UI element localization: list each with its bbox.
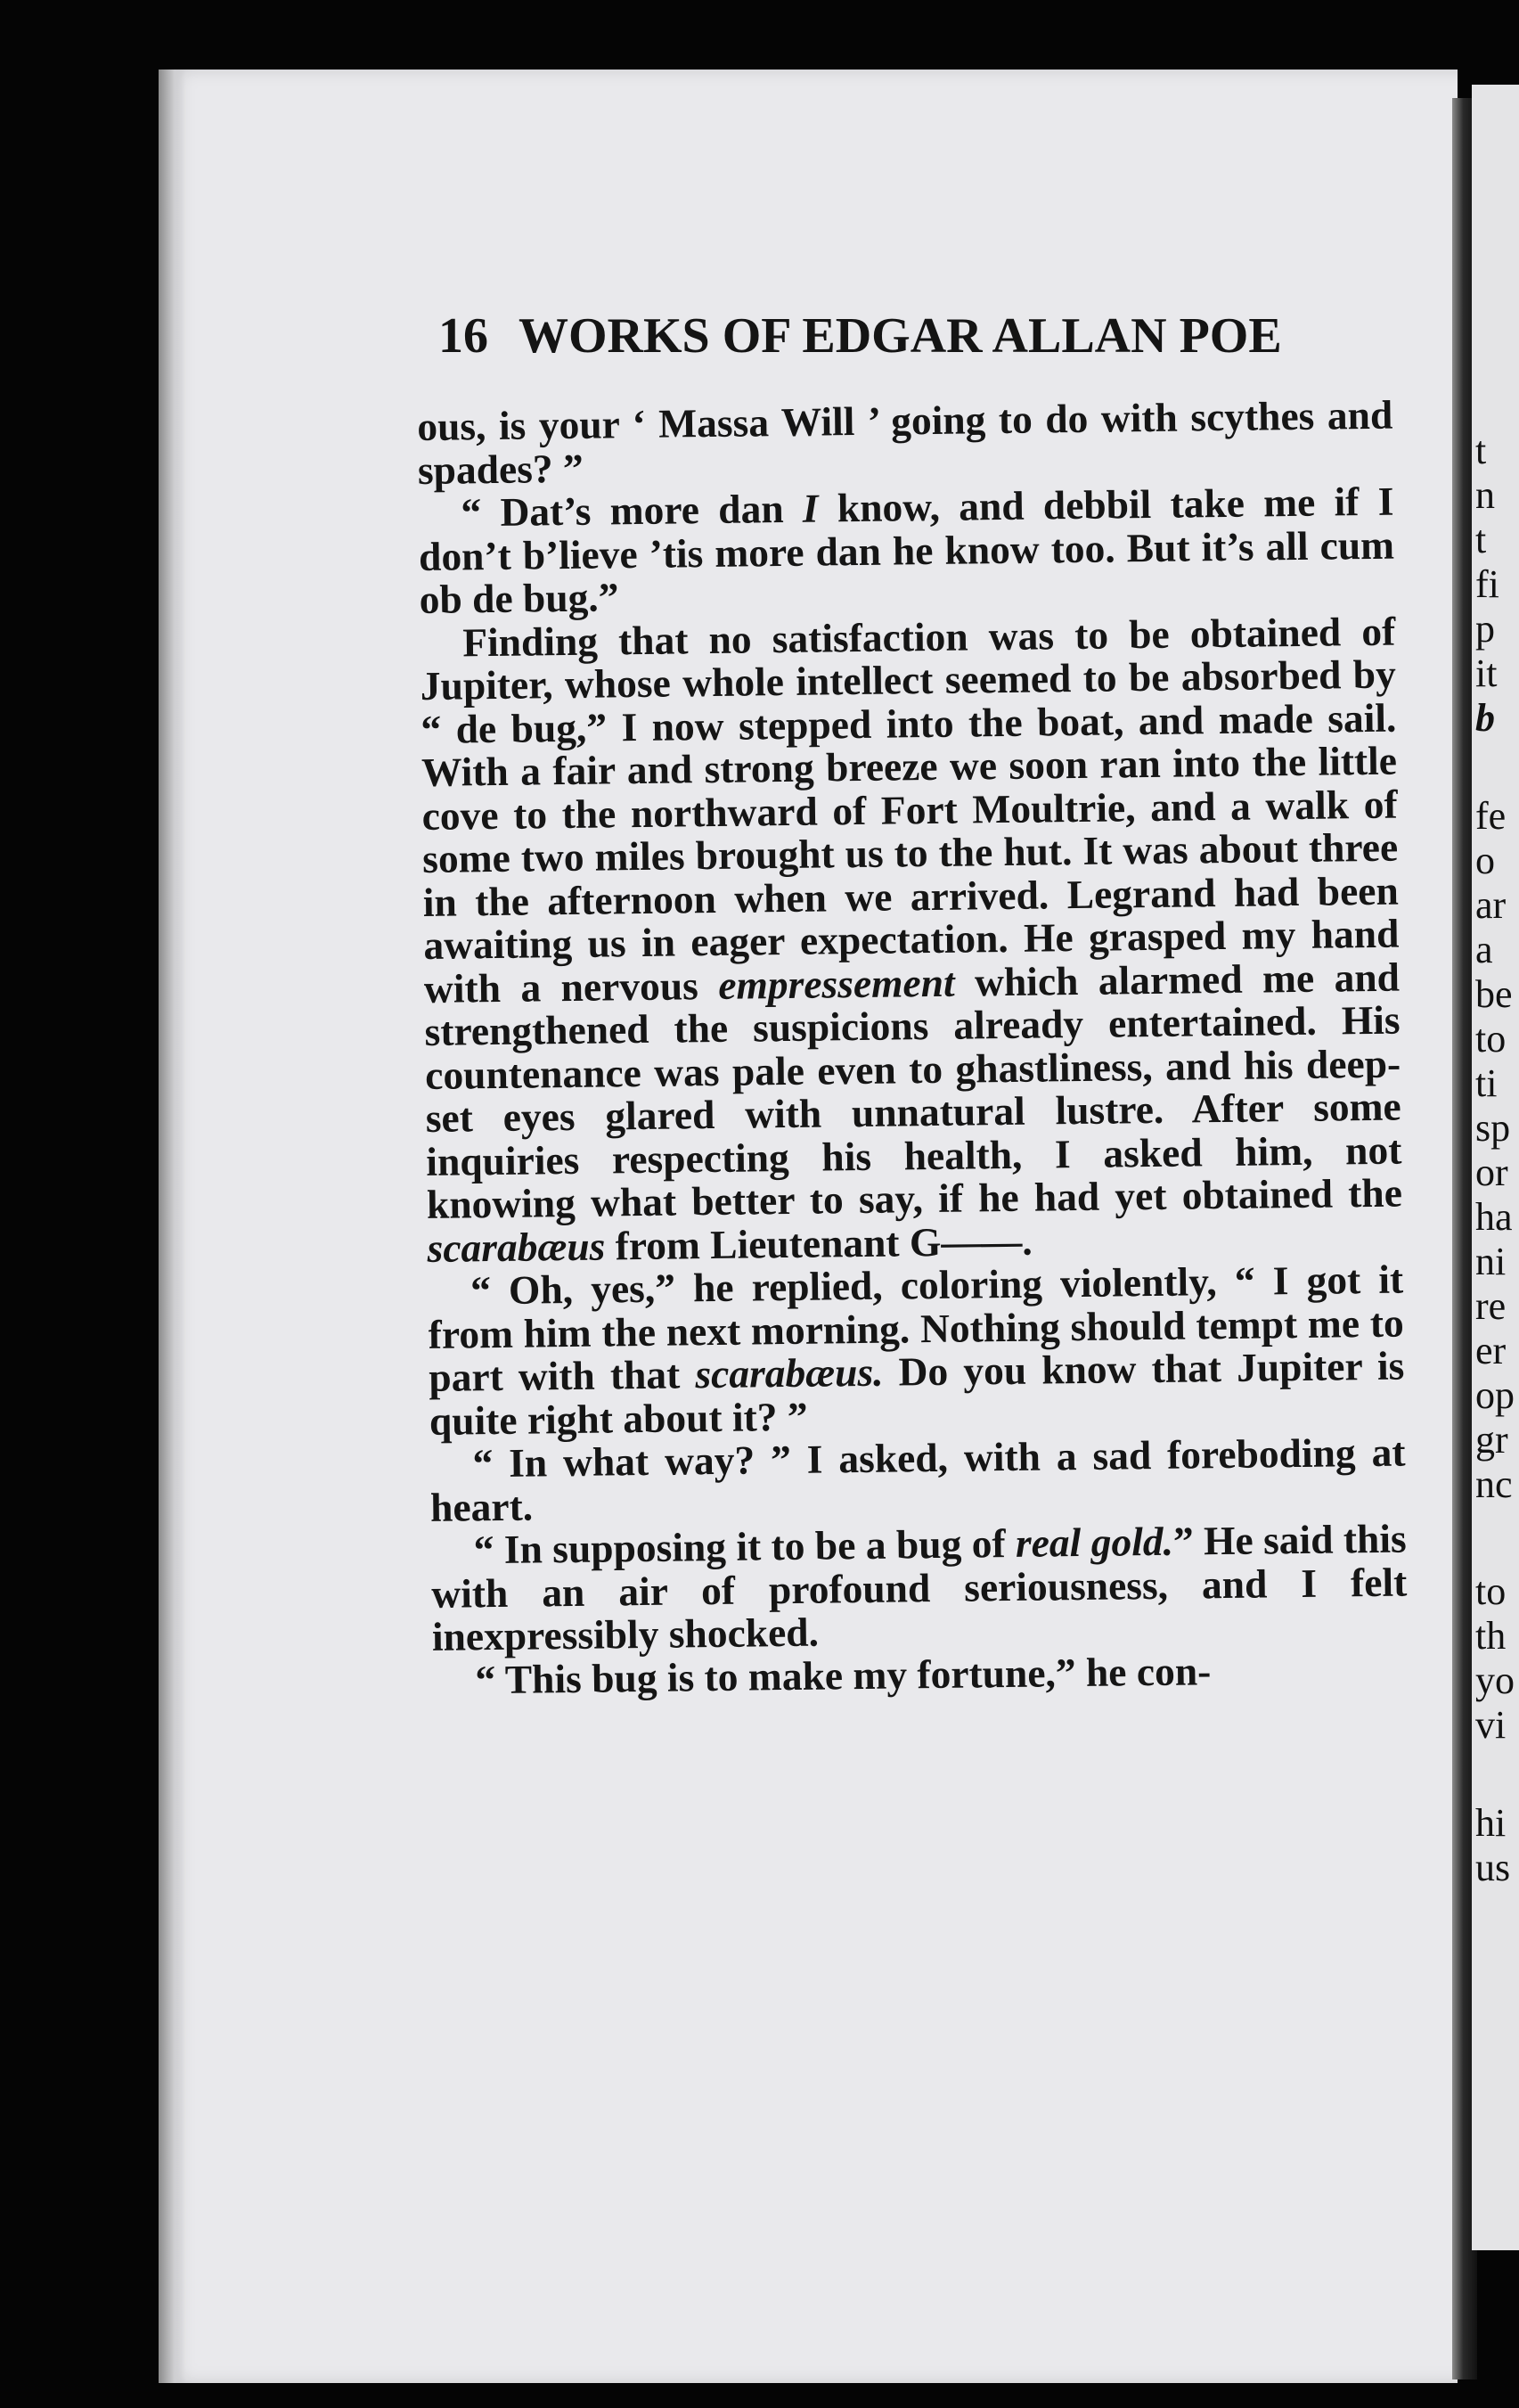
italic-text: I — [802, 485, 819, 531]
paragraph — [428, 1258, 1405, 1443]
paragraph — [420, 610, 1403, 1270]
facing-page-line: t — [1475, 518, 1487, 561]
text-run: which alarmed me and strengthened the suspicions already entertained. His countenance was pale even to ghastliness, and his deep-set eyes glared with unnatural lustre. After some inquiries respecting his health, I asked him, not knowing what better to say, if he had yet obtained the — [424, 954, 1403, 1227]
facing-page-line: re — [1475, 1284, 1507, 1328]
facing-page-line: nc — [1475, 1462, 1513, 1506]
text-run: “ This bug is to make my fortune,” he con- — [475, 1647, 1212, 1702]
facing-page-line: fi — [1475, 562, 1499, 606]
facing-page-line: us — [1475, 1846, 1511, 1889]
facing-page-line: a — [1475, 928, 1493, 971]
facing-page-line: ni — [1475, 1240, 1507, 1283]
facing-page-line: vi — [1475, 1703, 1507, 1747]
text-run: “ Dat’s more dan — [461, 485, 804, 536]
facing-page-line: sp — [1475, 1106, 1511, 1150]
facing-page-line: to — [1475, 1017, 1507, 1061]
facing-page-line: b — [1475, 696, 1495, 740]
text-run: ous, is your ‘ Massa Will ’ going to do with scythes and spades? ” — [416, 391, 1393, 493]
facing-page-line: be — [1475, 972, 1513, 1016]
running-header — [438, 307, 1294, 364]
text-run: ” He said this with an air of profound seriousness, and I felt inexpressibly shocked. — [430, 1515, 1408, 1659]
facing-page-line: p — [1475, 607, 1495, 651]
facing-page-line: th — [1475, 1614, 1507, 1658]
paragraph — [430, 1515, 1408, 1659]
text-run: “ In supposing it to be a bug of — [473, 1519, 1017, 1573]
facing-page-line: ar — [1475, 883, 1507, 927]
running-title: WORKS OF EDGAR ALLAN POE — [519, 308, 1282, 364]
text-run: “ Oh, yes,” he replied, coloring violently, “ I got it from him the next morning. Nothing should tempt me to part with that — [428, 1256, 1404, 1400]
facing-page-line: gr — [1475, 1418, 1508, 1462]
facing-page-line: ti — [1475, 1061, 1498, 1105]
text-run: know, and debbil take me if I don’t b’lieve ’tis more dan he know too. But it’s all cum ob de bug.” — [418, 478, 1395, 622]
facing-page-line: hi — [1475, 1801, 1507, 1845]
facing-page-line: op — [1475, 1373, 1515, 1417]
facing-page-line: n — [1475, 473, 1495, 517]
paragraph — [418, 480, 1395, 622]
facing-page-edge — [1472, 85, 1519, 2250]
paragraph — [416, 391, 1393, 493]
facing-page-line: fe — [1475, 794, 1507, 838]
facing-page-line: yo — [1475, 1659, 1515, 1702]
text-run: Finding that no satisfaction was to be obtained of Jupiter, whose whole intellect seemed to be absorbed by “ de bug,” I now stepped into the boat, and made sail. With a fair and strong breeze we soon ran into the little cove to the northward of Fort Moultrie, and a walk of some two miles brought us to the hut. It was about three in the afternoon when we arrived. Legrand had been awaiting us in eager expectation. He grasped my hand with a nervous — [420, 608, 1400, 1012]
text-run: “ In what way? ” I asked, with a sad foreboding at heart. — [429, 1429, 1406, 1530]
page-body — [416, 391, 1409, 1702]
italic-text: scarabæus. — [695, 1348, 884, 1397]
facing-page-line: o — [1475, 839, 1495, 882]
page-number: 16 — [438, 308, 488, 364]
text-run: from Lieutenant G——. — [604, 1217, 1033, 1268]
italic-text: scarabæus — [427, 1222, 606, 1271]
facing-page-line: t — [1475, 429, 1487, 472]
italic-text: real gold. — [1015, 1518, 1174, 1566]
italic-text: empressement — [717, 959, 955, 1008]
text-run: Do you know that Jupiter is quite right about it? ” — [429, 1342, 1405, 1444]
paragraph — [429, 1431, 1406, 1529]
facing-page-line: to — [1475, 1569, 1507, 1613]
facing-page-line: or — [1475, 1151, 1508, 1194]
facing-page-line: er — [1475, 1329, 1507, 1372]
facing-page-line: ha — [1475, 1195, 1513, 1239]
facing-page-line: it — [1475, 651, 1498, 695]
